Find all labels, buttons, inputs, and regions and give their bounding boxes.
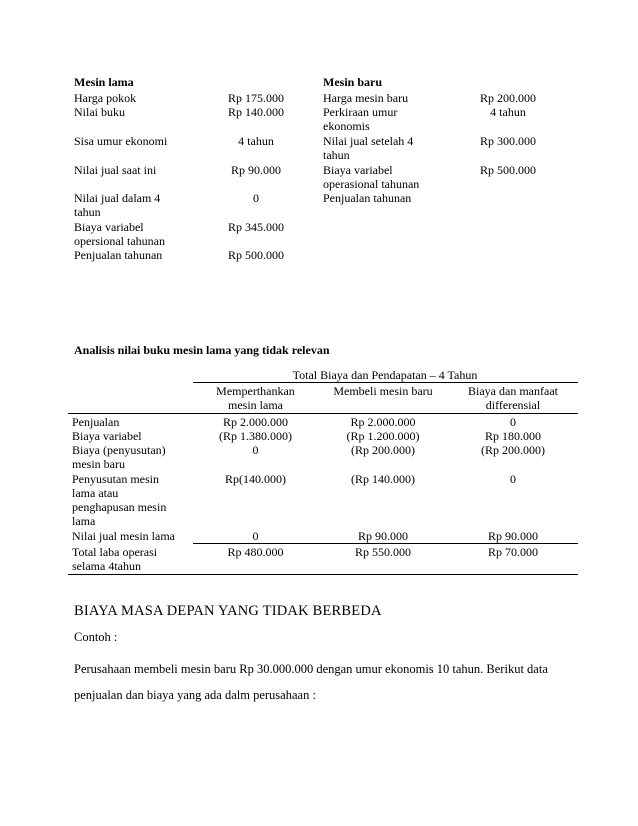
row-label: Penjualan [72, 415, 120, 429]
row-value: Rp(140.000) [225, 472, 286, 486]
new-row-value: Rp 300.000 [479, 134, 536, 148]
row-value: (Rp 200.000) [351, 443, 415, 457]
row-value: (Rp 140.000) [351, 472, 415, 486]
new-row-value: Rp 200.000 [479, 91, 536, 105]
old-row-label: Nilai jual saat ini [74, 163, 157, 177]
col-header-buy: Membeli mesin baru [333, 384, 433, 398]
row-value: 0 [252, 529, 259, 543]
new-row-label: Harga mesin baru [323, 91, 409, 105]
row-value: Rp 2.000.000 [350, 415, 416, 429]
new-row-label: ekonomis [323, 119, 370, 133]
table-bottom-rule [68, 574, 578, 575]
header-rule [193, 382, 578, 383]
row-label: Biaya variabel [72, 429, 142, 443]
old-row-value: 0 [253, 191, 259, 205]
row-value: 0 [510, 472, 516, 486]
old-row-label: tahun [74, 205, 101, 219]
row-value: 0 [510, 415, 516, 429]
row-value: Rp 90.000 [357, 529, 408, 543]
old-row-value: 4 tahun [238, 134, 274, 148]
old-row-label: Nilai jual dalam 4 [74, 191, 161, 205]
old-row-label: opersional tahunan [74, 234, 165, 248]
row-label: Nilai jual mesin lama [72, 529, 175, 543]
new-row-value: 4 tahun [490, 105, 526, 119]
new-row-value: Rp 500.000 [479, 163, 536, 177]
new-row-label: Nilai jual setelah 4 [323, 134, 414, 148]
col-header-keep: Memperthankan mesin lama [216, 384, 295, 412]
old-row-label: Harga pokok [74, 91, 137, 105]
old-row-label: Sisa umur ekonomi [74, 134, 168, 148]
new-row-label: Perkiraan umur [323, 105, 398, 119]
new-row-label: Biaya variabel [323, 163, 393, 177]
header-bottom-rule [68, 413, 578, 414]
row-value: (Rp 1.380.000) [219, 429, 292, 443]
row-value: Rp 70.000 [487, 545, 538, 559]
old-row-value: Rp 500.000 [227, 248, 284, 262]
old-row-value: Rp 345.000 [227, 220, 284, 234]
example-label: Contoh : [74, 630, 118, 644]
old-row-value: Rp 90.000 [230, 163, 281, 177]
old-machine-title: Mesin lama [74, 75, 134, 89]
row-value: (Rp 200.000) [481, 443, 545, 457]
new-row-label: operasional tahunan [323, 177, 420, 191]
old-row-label: Biaya variabel [74, 220, 144, 234]
row-value: Rp 180.000 [484, 429, 541, 443]
old-row-value: Rp 175.000 [227, 91, 284, 105]
row-value: Rp 550.000 [354, 545, 411, 559]
new-row-label: Penjualan tahunan [323, 191, 412, 205]
example-paragraph: Perusahaan membeli mesin baru Rp 30.000.000 dengan umur ekonomis 10 tahun. Berikut data penjualan dan biaya yang ada dalm perusahaan : [74, 662, 548, 702]
old-row-label: Penjualan tahunan [74, 248, 163, 262]
row-value: Rp 90.000 [487, 529, 538, 543]
row-value: (Rp 1.200.000) [346, 429, 420, 443]
col-header-differential: Biaya dan manfaat differensial [468, 384, 558, 412]
row-label: Total laba operasi selama 4tahun [72, 545, 158, 573]
new-machine-title: Mesin baru [323, 75, 383, 89]
subtotal-rule [193, 543, 578, 544]
old-row-label: Nilai buku [74, 105, 125, 119]
row-label: Penyusutan mesin lama atau penghapusan mesin lama [72, 472, 167, 528]
analysis-title: Analisis nilai buku mesin lama yang tidak relevan [74, 343, 330, 357]
section-heading: BIAYA MASA DEPAN YANG TIDAK BERBEDA [74, 603, 382, 619]
row-value: Rp 2.000.000 [222, 415, 288, 429]
group-header: Total Biaya dan Pendapatan – 4 Tahun [292, 368, 478, 382]
row-label: Biaya (penyusutan) mesin baru [72, 443, 166, 471]
new-row-label: tahun [323, 148, 350, 162]
row-value: 0 [252, 443, 259, 457]
row-value: Rp 480.000 [227, 545, 284, 559]
old-row-value: Rp 140.000 [227, 105, 284, 119]
